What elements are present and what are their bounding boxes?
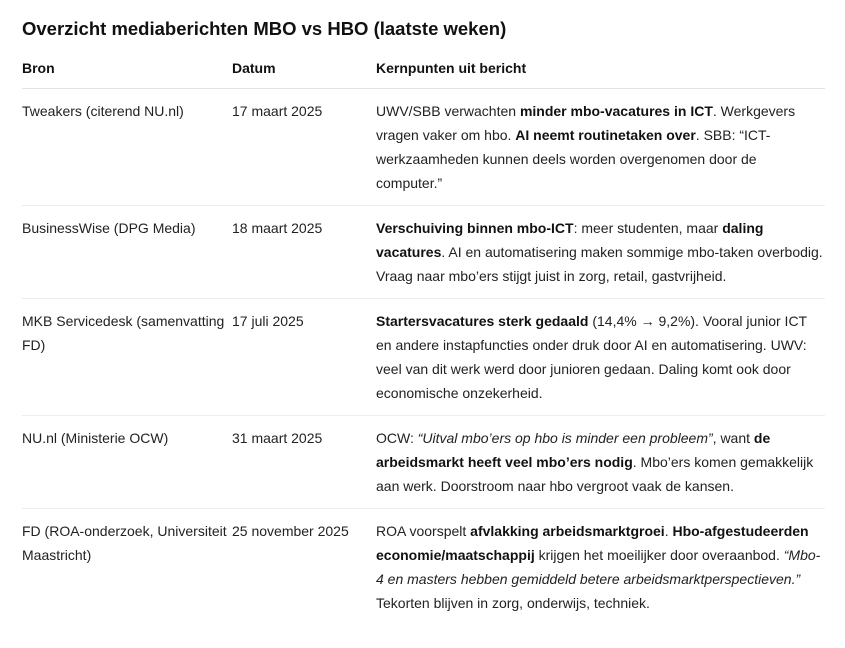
cell-datum: 31 maart 2025 (232, 416, 376, 509)
cell-bron: BusinessWise (DPG Media) (22, 206, 232, 299)
bold-segment: AI neemt routinetaken over (515, 127, 696, 143)
table-row (22, 206, 825, 299)
page-title: Overzicht mediaberichten MBO vs HBO (laatste weken) (22, 18, 507, 39)
text-segment: ROA voorspelt (376, 523, 471, 539)
text-segment: Tekorten blijven in zorg, onderwijs, techniek. (376, 595, 650, 611)
table-row (22, 89, 825, 206)
cell-datum: 17 maart 2025 (232, 89, 376, 206)
cell-bron: FD (ROA-onderzoek, Universiteit Maastricht) (22, 523, 227, 563)
column-header-kernpunten: Kernpunten uit bericht (376, 56, 825, 89)
text-segment: : meer studenten, maar (573, 220, 723, 236)
quote-segment: “Uitval mbo’ers op hbo is minder een probleem” (417, 430, 713, 446)
media-overview-table (22, 56, 825, 625)
cell-datum: 25 november 2025 (232, 523, 349, 539)
cell-datum: 17 juli 2025 (232, 299, 376, 416)
text-segment: . SBB: “ICT-werkzaamheden kunnen deels worden overgenomen door de computer.” (376, 127, 771, 191)
column-header-datum: Datum (232, 56, 376, 89)
text-segment: OCW: (376, 430, 418, 446)
column-header-bron: Bron (22, 56, 232, 89)
text-segment: krijgen het moeilijker door overaanbod. (534, 547, 784, 563)
bold-segment: Startersvacatures sterk gedaald (376, 313, 589, 329)
bold-segment: minder mbo-vacatures in ICT (519, 103, 713, 119)
cell-bron: MKB Servicedesk (samenvatting FD) (22, 299, 232, 416)
cell-datum: 18 maart 2025 (232, 206, 376, 299)
bold-segment: daling vacatures (376, 220, 764, 260)
cell-kernpunten (376, 509, 825, 626)
table-row (22, 299, 825, 416)
cell-kernpunten (376, 299, 825, 416)
text-segment: . AI en automatisering maken sommige mbo-taken overbodig. Vraag naar mbo’ers stijgt juist in zorg, retail, gastvrijheid. (376, 244, 823, 284)
table-row (22, 416, 825, 509)
text-segment: (14,4% → 9,2%). Vooral junior ICT en andere instapfuncties onder druk door AI en automatisering. UWV: veel van dit werk werd door junioren gedaan. Daling komt ook door economische onzekerheid. (376, 313, 807, 401)
text-segment: , want (712, 430, 754, 446)
cell-bron: Tweakers (citerend NU.nl) (22, 89, 232, 206)
text-segment: UWV/SBB verwachten (376, 103, 520, 119)
cell-kernpunten (376, 89, 825, 206)
text-segment: . Mbo’ers komen gemakkelijk aan werk. Doorstroom naar hbo vergroot vaak de kansen. (376, 454, 814, 494)
bold-segment: afvlakking arbeidsmarktgroei (470, 523, 665, 539)
bold-segment: de arbeidsmarkt heeft veel mbo’ers nodig (376, 430, 771, 470)
text-segment: . Werkgevers vragen vaker om hbo. (376, 103, 796, 143)
quote-segment: “Mbo-4 en masters hebben gemiddeld betere arbeidsmarktperspectieven.” (376, 547, 821, 587)
table-row (22, 509, 825, 626)
cell-kernpunten (376, 416, 825, 509)
bold-segment: Hbo-afgestudeerden economie/maatschappij (376, 523, 809, 563)
text-segment: . (664, 523, 673, 539)
table-header-row (22, 56, 825, 89)
cell-kernpunten (376, 206, 825, 299)
cell-bron: NU.nl (Ministerie OCW) (22, 416, 232, 509)
bold-segment: Verschuiving binnen mbo-ICT (376, 220, 574, 236)
